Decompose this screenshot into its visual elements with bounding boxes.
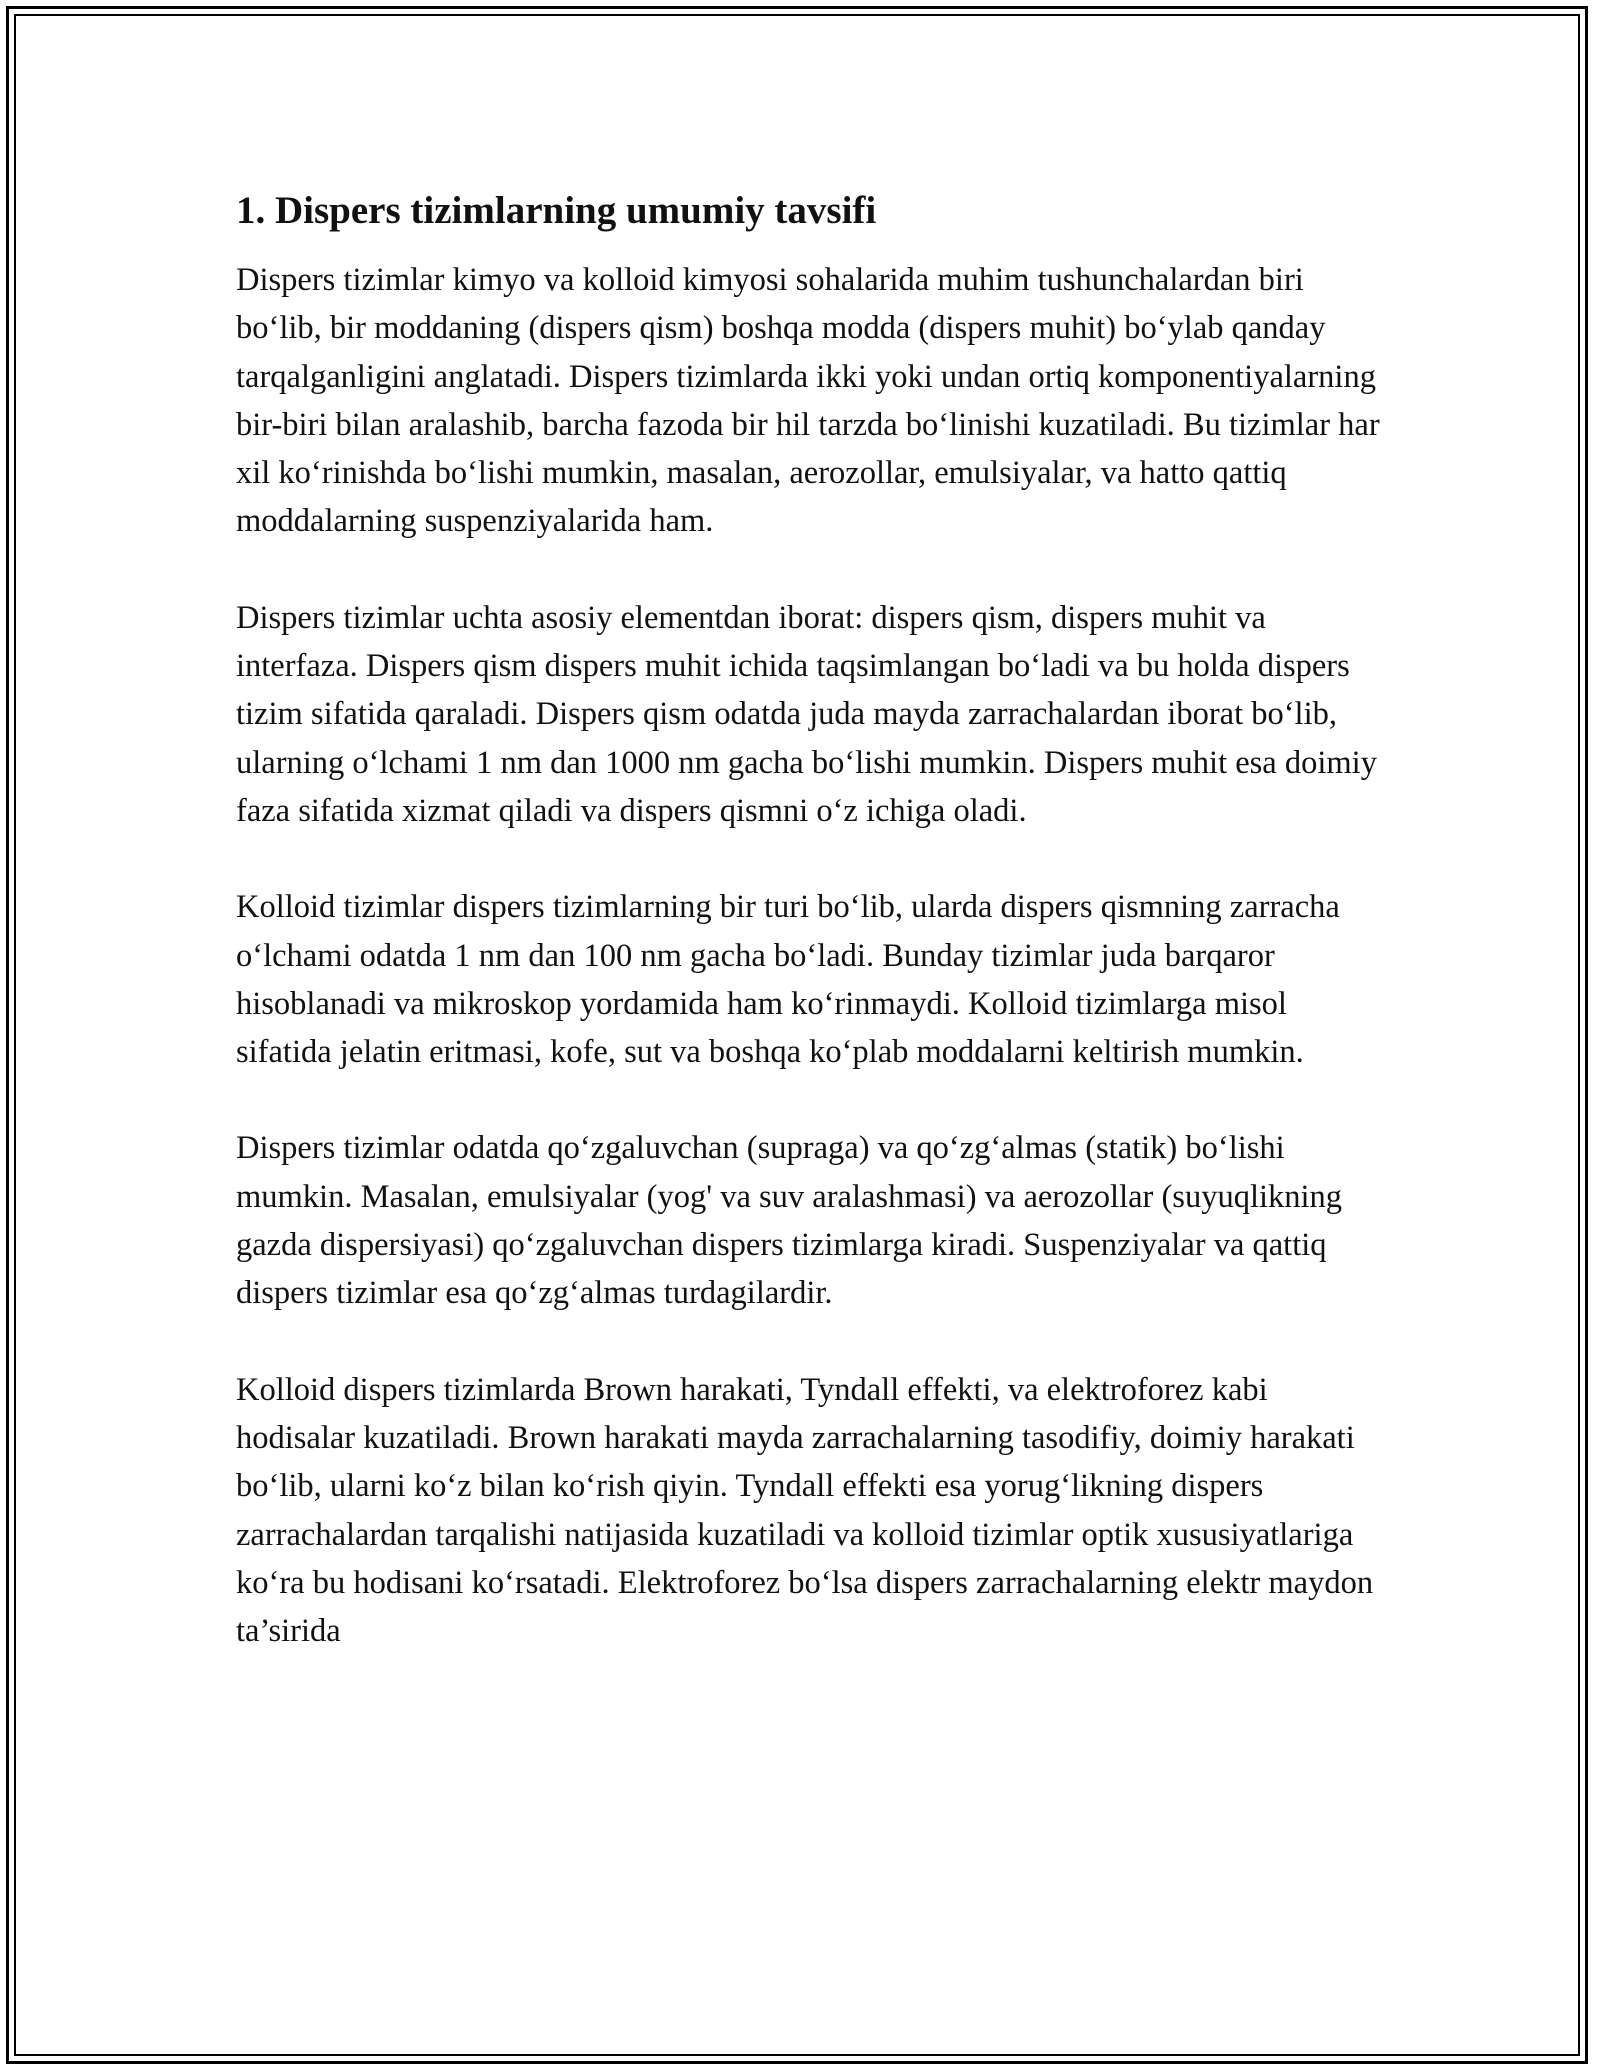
paragraph-1: Dispers tizimlar kimyo va kolloid kimyosi sohalarida muhim tushunchalardan biri bo‘lib, bir moddaning (dispers qism) boshqa modda (dispers muhit) bo‘ylab qanday tarqalganligini anglatadi. Dispers tizimlarda ikki yoki undan ortiq komponentiyalarning bir-biri bilan aralashib, barcha fazoda bir hil tarzda bo‘linishi kuzatiladi. Bu tizimlar har xil ko‘rinishda bo‘lishi mumkin, masalan, aerozollar, emulsiyalar, va hatto qattiq moddalarning suspenziyalarida ham.: [236, 262, 1380, 540]
paragraph-3: Kolloid tizimlar dispers tizimlarning bir turi bo‘lib, ularda dispers qismning zarracha o‘lchami odatda 1 nm dan 100 nm gacha bo‘ladi. Bunday tizimlar juda barqaror hisoblanadi va mikroskop yordamida ham ko‘rinmaydi. Kolloid tizimlarga misol sifatida jelatin eritmasi, kofe, sut va boshqa ko‘plab moddalarni keltirish mumkin.: [236, 889, 1340, 1071]
paragraph-2: Dispers tizimlar uchta asosiy elementdan iborat: dispers qism, dispers muhit va interfaza. Dispers qism dispers muhit ichida taqsimlangan bo‘ladi va bu holda dispers tizim sifatida qaraladi. Dispers qism odatda juda mayda zarrachalardan iborat bo‘lib, ularning o‘lchami 1 nm dan 1000 nm gacha bo‘lishi mumkin. Dispers muhit esa doimiy faza sifatida xizmat qiladi va dispers qismni o‘z ichiga oladi.: [236, 599, 1377, 829]
paragraph-4: Dispers tizimlar odatda qo‘zgaluvchan (supraga) va qo‘zg‘almas (statik) bo‘lishi mumkin. Masalan, emulsiyalar (yog' va suv aralashmasi) va aerozollar (suyuqlikning gazda dispersiyasi) qo‘zgaluvchan dispers tizimlarga kiradi. Suspenziyalar va qattiq dispers tizimlar esa qo‘zg‘almas turdagilardir.: [236, 1130, 1343, 1312]
document-body: [236, 186, 1386, 1703]
section-heading: 1. Dispers tizimlarning umumiy tavsifi: [236, 189, 877, 232]
paragraph-5: Kolloid dispers tizimlarda Brown harakati, Tyndall effekti, va elektroforez kabi hodisalar kuzatiladi. Brown harakati mayda zarrachalarning tasodifiy, doimiy harakati bo‘lib, ularni ko‘z bilan ko‘rish qiyin. Tyndall effekti esa yorug‘likning dispers zarrachalardan tarqalishi natijasida kuzatiladi va kolloid tizimlar optik xususiyatlariga ko‘ra bu hodisani ko‘rsatadi. Elektroforez bo‘lsa dispers zarrachalarning elektr maydon ta’sirida: [236, 1371, 1374, 1650]
